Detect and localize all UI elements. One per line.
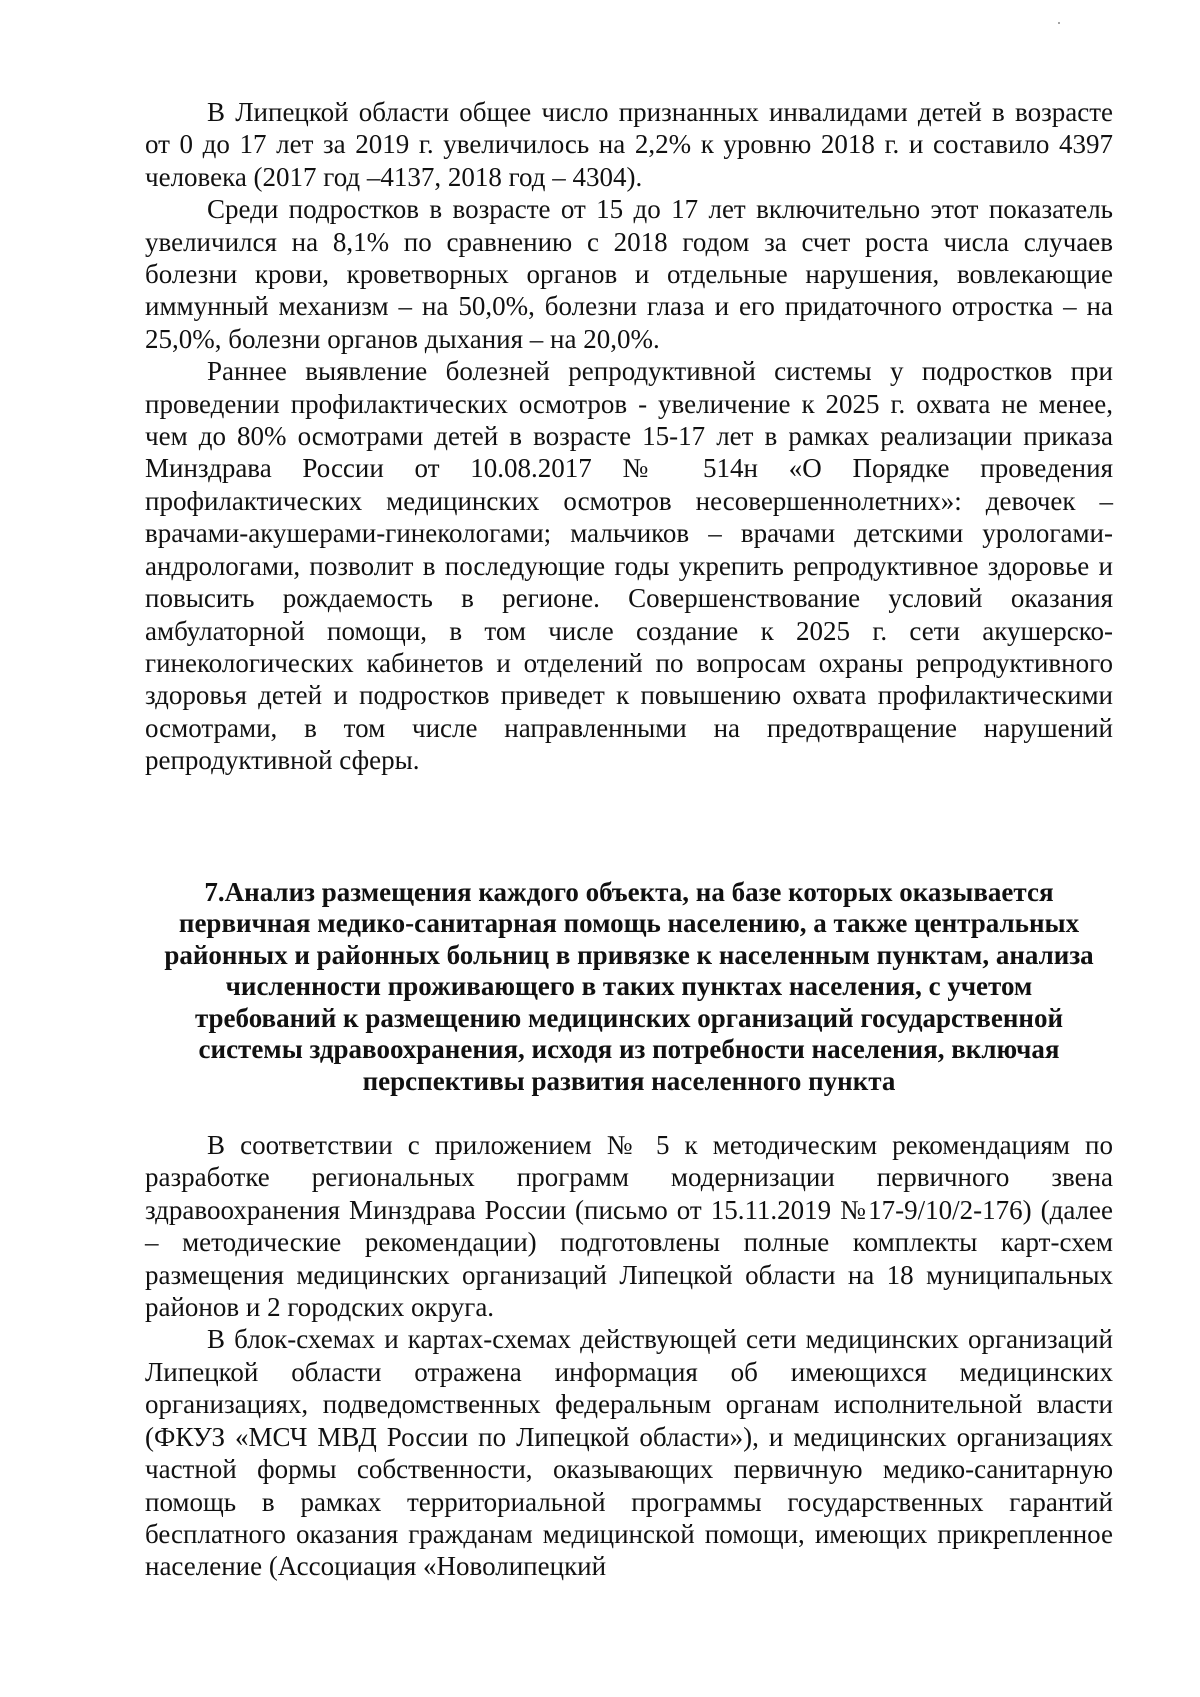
paragraph-methodical-recommendations: В соответствии с приложением № 5 к методическим рекомендациям по разработке региональных программ модернизации первичного звена здравоохранения Минздрава России (письмо от 15.11.2019 №17-9/10/2-176) (далее – методические рекомендации) подготовлены полные комплекты карт-схем размещения медицинских организаций Липецкой области на 18 муниципальных районов и 2 городских округа. xyxy=(145,1130,1113,1323)
section-heading: 7.Анализ размещения каждого объекта, на базе которых оказывается первичная медико-санитарная помощь населению, а также центральных районных и районных больниц в привязке к населенным пунктам, анализа численности проживающего в таких пунктах населения, с учетом требований к размещению медицинских организаций государственной системы здравоохранения, исходя из потребности населения, включая перспективы развития населенного пункта xyxy=(164,876,1094,1096)
document-page xyxy=(145,96,1113,1583)
paragraph-disabled-children: В Липецкой области общее число признанных инвалидами детей в возрасте от 0 до 17 лет за 2019 г. увеличилось на 2,2% к уровню 2018 г. и составило 4397 человека (2017 год –4137, 2018 год – 4304). xyxy=(145,97,1113,192)
paragraph-teenagers-statistics: Среди подростков в возрасте от 15 до 17 лет включительно этот показатель увеличился на 8,1% по сравнению с 2018 годом за счет роста числа случаев болезни крови, кроветворных органов и отдельные нарушения, вовлекающие иммунный механизм – на 50,0%, болезни глаза и его придаточного отростка – на 25,0%, болезни органов дыхания – на 20,0%. xyxy=(145,194,1113,354)
scan-speck xyxy=(1058,22,1060,24)
paragraph-reproductive-health: Раннее выявление болезней репродуктивной системы у подростков при проведении профилактических осмотров - увеличение к 2025 г. охвата не менее, чем до 80% осмотрами детей в возрасте 15-17 лет в рамках реализации приказа Минздрава России от 10.08.2017 № 514н «О Порядке проведения профилактических медицинских осмотров несовершеннолетних»: девочек – врачами-акушерами-гинекологами; мальчиков – врачами детскими урологами-андрологами, позволит в последующие годы укрепить репродуктивное здоровье и повысить рождаемость в регионе. Совершенствование условий оказания амбулаторной помощи, в том числе создание к 2025 г. сети акушерско-гинекологических кабинетов и отделений по вопросам охраны репродуктивного здоровья детей и подростков приведет к повышению охвата профилактическими осмотрами, в том числе направленными на предотвращение нарушений репродуктивной сферы. xyxy=(145,356,1113,776)
paragraph-block-schemes: В блок-схемах и картах-схемах действующей сети медицинских организаций Липецкой области отражена информация об имеющихся медицинских организациях, подведомственных федеральным органам исполнительной власти (ФКУЗ «МСЧ МВД России по Липецкой области»), и медицинских организациях частной формы собственности, оказывающих первичную медико-санитарную помощь в рамках территориальной программы государственных гарантий бесплатного оказания гражданам медицинской помощи, имеющих прикрепленное население (Ассоциация «Новолипецкий xyxy=(145,1324,1113,1582)
